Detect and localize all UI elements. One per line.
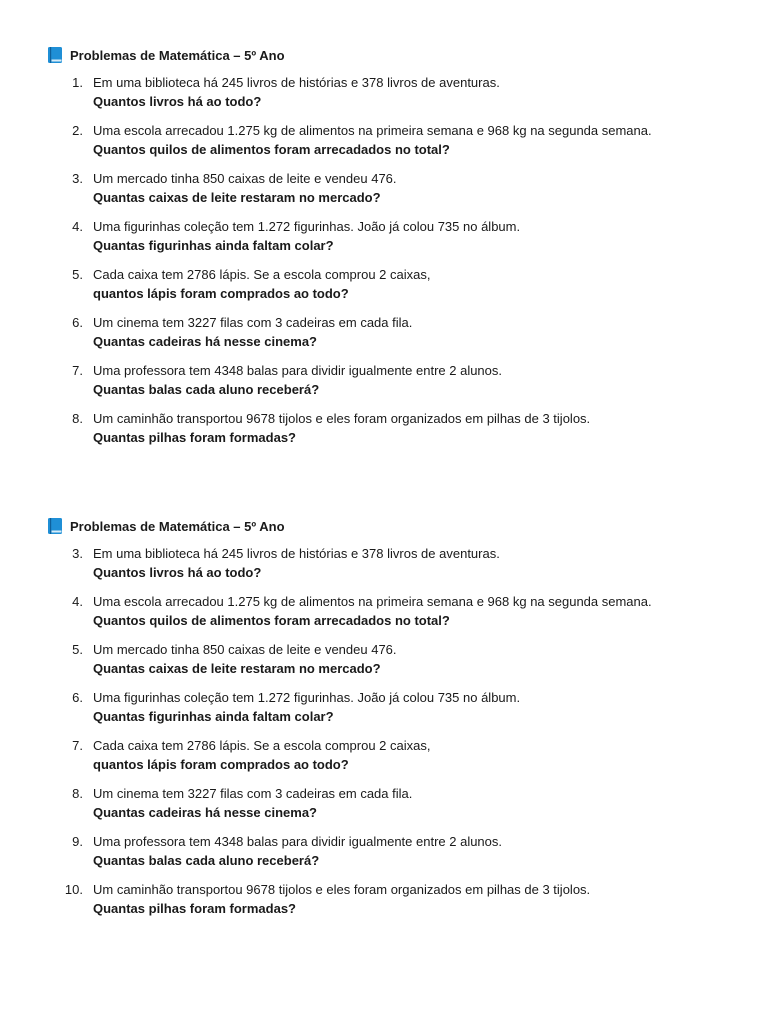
problem-question: Quantos livros há ao todo? (93, 565, 262, 580)
problem-item (48, 217, 748, 255)
problem-statement: Cada caixa tem 2786 lápis. Se a escola comprou 2 caixas, (93, 738, 431, 753)
problem-question: Quantos quilos de alimentos foram arrecadados no total? (93, 142, 450, 157)
problem-statement: Um caminhão transportou 9678 tijolos e eles foram organizados em pilhas de 3 tijolos. (93, 882, 591, 897)
problem-item (48, 361, 748, 399)
problem-question: Quantas figurinhas ainda faltam colar? (93, 709, 334, 724)
problem-item (48, 265, 748, 303)
problem-number: 10. (64, 882, 83, 897)
problem-number: 7. (72, 363, 83, 378)
problem-number: 5. (72, 642, 83, 657)
problem-question: Quantas pilhas foram formadas? (93, 901, 296, 916)
problem-section-1 (48, 45, 748, 457)
problem-item (48, 169, 748, 207)
problem-item (48, 880, 748, 918)
problem-question: quantos lápis foram comprados ao todo? (93, 757, 349, 772)
problem-statement: Uma professora tem 4348 balas para dividir igualmente entre 2 alunos. (93, 834, 503, 849)
problem-statement: Uma figurinhas coleção tem 1.272 figurinhas. João já colou 735 no álbum. (93, 690, 521, 705)
problem-question: Quantos livros há ao todo? (93, 94, 262, 109)
problem-question: Quantas caixas de leite restaram no mercado? (93, 661, 381, 676)
problem-item (48, 784, 748, 822)
problem-number: 8. (72, 786, 83, 801)
problem-statement: Uma figurinhas coleção tem 1.272 figurinhas. João já colou 735 no álbum. (93, 219, 521, 234)
problem-number: 4. (72, 219, 83, 234)
problem-statement: Um mercado tinha 850 caixas de leite e vendeu 476. (93, 642, 397, 657)
book-icon (48, 518, 62, 534)
problem-number: 5. (72, 267, 83, 282)
problem-item (48, 640, 748, 678)
problem-number: 8. (72, 411, 83, 426)
problem-statement: Um mercado tinha 850 caixas de leite e vendeu 476. (93, 171, 397, 186)
problem-question: Quantas balas cada aluno receberá? (93, 382, 320, 397)
problem-question: Quantas caixas de leite restaram no mercado? (93, 190, 381, 205)
problem-statement: Um cinema tem 3227 filas com 3 cadeiras em cada fila. (93, 786, 413, 801)
problem-number: 9. (72, 834, 83, 849)
problem-item (48, 121, 748, 159)
problem-question: Quantas cadeiras há nesse cinema? (93, 805, 317, 820)
problem-statement: Em uma biblioteca há 245 livros de histórias e 378 livros de aventuras. (93, 75, 500, 90)
section-heading (48, 45, 748, 65)
problem-question: quantos lápis foram comprados ao todo? (93, 286, 349, 301)
problem-item (48, 688, 748, 726)
problem-number: 1. (72, 75, 83, 90)
section-title: Problemas de Matemática – 5º Ano (70, 47, 285, 63)
problem-number: 6. (72, 690, 83, 705)
problem-number: 6. (72, 315, 83, 330)
problem-question: Quantos quilos de alimentos foram arrecadados no total? (93, 613, 450, 628)
problem-item (48, 409, 748, 447)
problem-statement: Um cinema tem 3227 filas com 3 cadeiras em cada fila. (93, 315, 413, 330)
problem-statement: Uma escola arrecadou 1.275 kg de alimentos na primeira semana e 968 kg na segunda semana. (93, 123, 652, 138)
problem-question: Quantas cadeiras há nesse cinema? (93, 334, 317, 349)
problem-number: 4. (72, 594, 83, 609)
problem-item (48, 73, 748, 111)
problem-statement: Um caminhão transportou 9678 tijolos e eles foram organizados em pilhas de 3 tijolos. (93, 411, 591, 426)
problem-statement: Cada caixa tem 2786 lápis. Se a escola comprou 2 caixas, (93, 267, 431, 282)
problem-item (48, 832, 748, 870)
book-icon (48, 47, 62, 63)
problem-statement: Uma escola arrecadou 1.275 kg de alimentos na primeira semana e 968 kg na segunda semana. (93, 594, 652, 609)
problem-item (48, 592, 748, 630)
section-heading (48, 516, 748, 536)
problem-item (48, 313, 748, 351)
problem-question: Quantas pilhas foram formadas? (93, 430, 296, 445)
problem-statement: Em uma biblioteca há 245 livros de histórias e 378 livros de aventuras. (93, 546, 500, 561)
problem-item (48, 736, 748, 774)
section-title: Problemas de Matemática – 5º Ano (70, 518, 285, 534)
problem-number: 3. (72, 546, 83, 561)
problem-number: 2. (72, 123, 83, 138)
problem-question: Quantas figurinhas ainda faltam colar? (93, 238, 334, 253)
problem-number: 3. (72, 171, 83, 186)
problem-number: 7. (72, 738, 83, 753)
problem-statement: Uma professora tem 4348 balas para dividir igualmente entre 2 alunos. (93, 363, 503, 378)
problem-section-2 (48, 516, 748, 928)
problem-question: Quantas balas cada aluno receberá? (93, 853, 320, 868)
problem-item (48, 544, 748, 582)
